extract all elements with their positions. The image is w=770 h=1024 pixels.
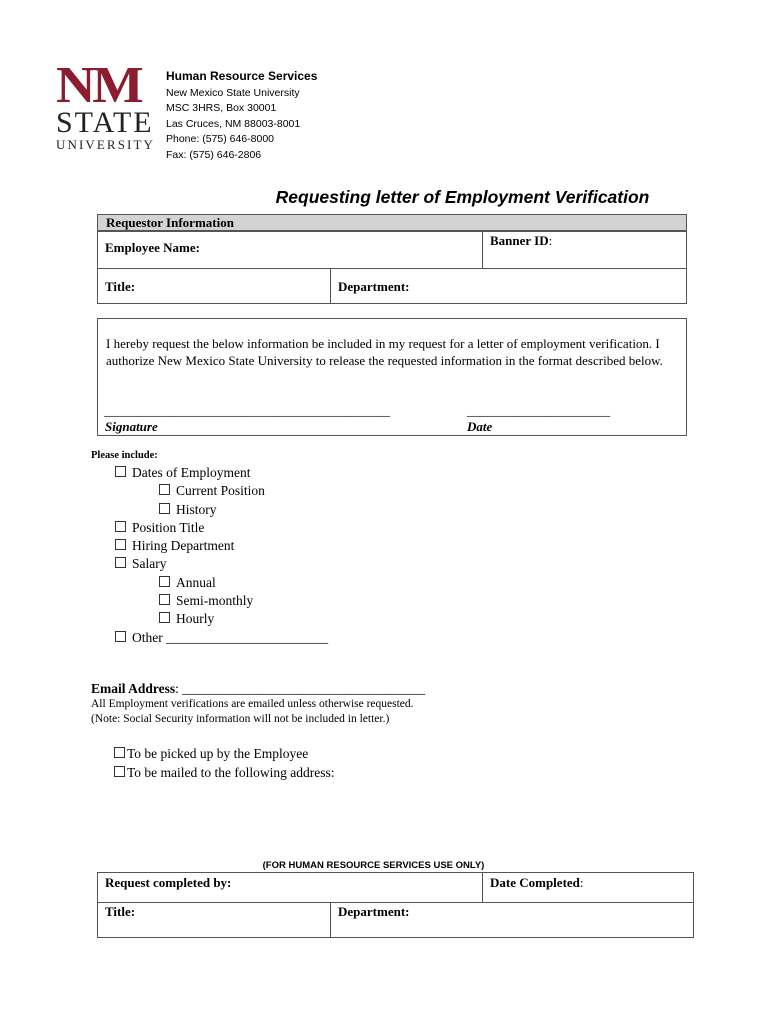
form-title: Requesting letter of Employment Verification (275, 187, 650, 207)
checklist-item-label: Salary (132, 556, 167, 572)
date-line[interactable]: ______________________ (467, 403, 610, 418)
checkbox-icon[interactable] (115, 631, 126, 642)
org-line: MSC 3HRS, Box 30001 (166, 102, 277, 114)
email-label: Email Address (91, 681, 176, 696)
checklist-item-label: History (176, 501, 217, 517)
request-completed-label: Request completed by: (105, 875, 232, 890)
email-note: All Employment verifications are emailed unless otherwise requested. (91, 698, 414, 710)
checklist-item[interactable] (115, 592, 328, 610)
hr-department-label: Department: (338, 904, 410, 919)
email-address-row[interactable] (91, 681, 425, 697)
checklist-item[interactable] (115, 537, 328, 555)
checklist-item[interactable] (115, 501, 328, 519)
please-include-label: Please include: (91, 450, 158, 461)
department-field[interactable] (420, 270, 684, 302)
org-line: Fax: (575) 646-2806 (166, 148, 262, 161)
divider (482, 231, 483, 269)
org-name: Human Resource Services (166, 69, 318, 83)
checkbox-icon[interactable] (115, 521, 126, 532)
org-address-block (166, 69, 317, 163)
logo-university: UNIVERSITY (56, 137, 155, 152)
checkbox-icon[interactable] (159, 484, 170, 495)
title-field[interactable] (140, 270, 328, 302)
checkbox-icon[interactable] (114, 747, 125, 758)
checkbox-icon[interactable] (115, 557, 126, 568)
mail-label: To be mailed to the following address: (127, 764, 335, 780)
date-completed-label (490, 875, 584, 891)
checklist-item-label: Dates of Employment (132, 465, 251, 480)
divider (330, 902, 331, 938)
signature-line[interactable]: ____________________________________________ (104, 403, 390, 418)
checklist-item-label: Hourly (176, 611, 215, 627)
banner-id-colon: : (548, 233, 553, 248)
checkbox-icon[interactable] (115, 539, 126, 550)
checklist-item-label: Annual (176, 574, 216, 590)
checklist-item-label: Position Title (132, 519, 205, 535)
checklist-item-label: Hiring Department (132, 538, 235, 554)
banner-id-text: Banner ID (490, 233, 549, 248)
nmsu-logo (56, 57, 160, 156)
department-label: Department: (338, 279, 410, 294)
checklist-item-label: Current Position (176, 483, 265, 499)
hr-title-label: Title: (105, 904, 136, 919)
org-line: Phone: (575) 646-8000 (166, 133, 274, 145)
title-label: Title: (105, 279, 136, 294)
date-label: Date (467, 419, 493, 434)
requestor-header: Requestor Information (97, 214, 687, 231)
org-line: Las Cruces, NM 88003-8001 (166, 117, 301, 130)
signature-label: Signature (105, 419, 158, 434)
checkbox-icon[interactable] (114, 766, 125, 777)
checklist-item[interactable] (115, 464, 328, 482)
email-field[interactable]: : ____________________________________ (175, 681, 426, 696)
date-completed-text: Date Completed (490, 875, 580, 890)
date-completed-colon: : (579, 875, 584, 890)
authorization-text: I hereby request the below information be included in my request for a letter of employment verification. I authorize New Mexico State University to release the requested information in the format described below. (106, 336, 663, 368)
employee-name-field[interactable] (99, 255, 479, 268)
divider (482, 872, 483, 903)
checklist-item[interactable] (115, 555, 328, 573)
logo-nm: NM (56, 57, 141, 114)
checklist-item[interactable] (115, 629, 328, 647)
delivery-option-mail[interactable] (114, 764, 335, 783)
checklist-item[interactable] (115, 519, 328, 537)
checklist-item[interactable] (115, 574, 328, 592)
checklist-item-label: Semi-monthly (176, 593, 254, 609)
logo-state: STATE (56, 106, 154, 139)
checklist-item[interactable] (115, 482, 328, 500)
checkbox-icon[interactable] (159, 576, 170, 587)
checkbox-icon[interactable] (159, 503, 170, 514)
delivery-options (114, 745, 335, 782)
checklist-item[interactable] (115, 610, 328, 628)
pickup-label: To be picked up by the Employee (127, 746, 309, 761)
checkbox-icon[interactable] (159, 612, 170, 623)
employee-name-label: Employee Name: (105, 240, 200, 255)
ssn-note: (Note: Social Security information will not be included in letter.) (91, 713, 390, 725)
banner-id-field[interactable] (484, 233, 684, 267)
checkbox-icon[interactable] (115, 466, 126, 477)
divider (330, 268, 331, 304)
checklist-item-label: Other ________________________ (132, 629, 329, 645)
hr-use-only-header: (FOR HUMAN RESOURCE SERVICES USE ONLY) (262, 860, 485, 871)
delivery-option-pickup[interactable] (114, 745, 335, 764)
checkbox-icon[interactable] (159, 594, 170, 605)
org-line: New Mexico State University (166, 86, 300, 99)
include-checklist (115, 464, 328, 647)
